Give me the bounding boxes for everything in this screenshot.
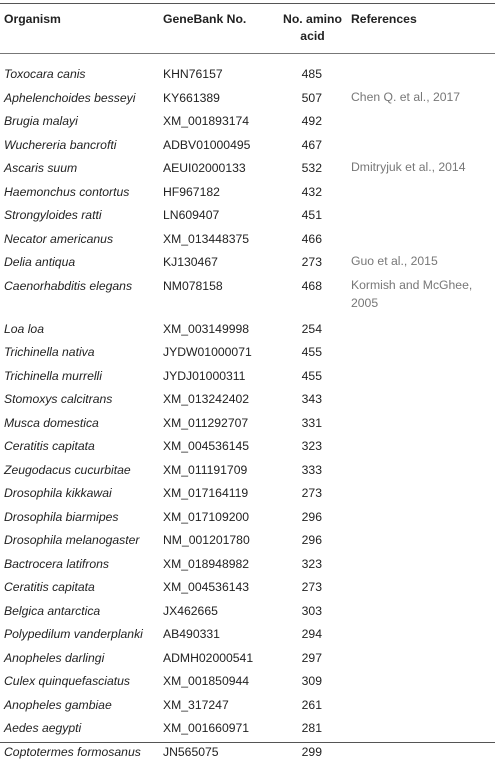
cell-amino-acid: 309 (260, 671, 322, 691)
cell-genebank: XM_004536145 (163, 436, 249, 456)
cell-amino-acid: 331 (260, 413, 322, 433)
table-row (0, 530, 495, 554)
table-row (0, 413, 495, 437)
cell-amino-acid: 273 (260, 252, 322, 272)
cell-genebank: ADBV01000495 (163, 135, 250, 155)
cell-genebank: AB490331 (163, 624, 220, 644)
cell-genebank: XM_317247 (163, 695, 229, 715)
table-row (0, 695, 495, 719)
table-row (0, 460, 495, 484)
cell-genebank: XM_017109200 (163, 507, 249, 527)
table-row (0, 436, 495, 460)
cell-organism: Aedes aegypti (4, 718, 81, 738)
cell-organism: Strongyloides ratti (4, 205, 102, 225)
cell-amino-acid: 254 (260, 319, 322, 339)
cell-genebank: XM_018948982 (163, 554, 249, 574)
cell-genebank: JN565075 (163, 742, 219, 762)
cell-organism: Polypedilum vanderplanki (4, 624, 143, 644)
cell-organism: Zeugodacus cucurbitae (4, 460, 131, 480)
cell-organism: Aphelenchoides besseyi (4, 88, 135, 108)
table-row (0, 276, 495, 319)
cell-amino-acid: 343 (260, 389, 322, 409)
cell-organism: Haemonchus contortus (4, 182, 129, 202)
cell-genebank: HF967182 (163, 182, 220, 202)
cell-organism: Trichinella nativa (4, 342, 95, 362)
cell-organism: Belgica antarctica (4, 601, 100, 621)
cell-genebank: XM_011292707 (163, 413, 248, 433)
table-row (0, 389, 495, 413)
cell-amino-acid: 333 (260, 460, 322, 480)
cell-reference: Chen Q. et al., 2017 (351, 88, 491, 107)
cell-amino-acid: 468 (260, 276, 322, 296)
cell-genebank: XM_004536143 (163, 577, 249, 597)
table-row (0, 252, 495, 276)
cell-amino-acid: 299 (260, 742, 322, 762)
cell-amino-acid: 492 (260, 111, 322, 131)
cell-amino-acid: 323 (260, 436, 322, 456)
cell-organism: Ceratitis capitata (4, 436, 95, 456)
cell-genebank: XM_013448375 (163, 229, 249, 249)
cell-genebank: JYDJ01000311 (163, 366, 245, 386)
table-row (0, 577, 495, 601)
header-amino-line1: No. amino (275, 11, 350, 28)
table-bottom-rule (0, 742, 495, 743)
cell-genebank: XM_001850944 (163, 671, 249, 691)
cell-genebank: JYDW01000071 (163, 342, 252, 362)
cell-amino-acid: 303 (260, 601, 322, 621)
table-row (0, 342, 495, 366)
table-row (0, 718, 495, 742)
cell-reference: Guo et al., 2015 (351, 252, 491, 271)
table-row (0, 135, 495, 159)
cell-amino-acid: 455 (260, 342, 322, 362)
cell-amino-acid: 466 (260, 229, 322, 249)
cell-amino-acid: 485 (260, 64, 322, 84)
cell-organism: Drosophila kikkawai (4, 483, 112, 503)
cell-amino-acid: 297 (260, 648, 322, 668)
cell-amino-acid: 281 (260, 718, 322, 738)
table-row (0, 229, 495, 253)
cell-genebank: ADMH02000541 (163, 648, 253, 668)
cell-amino-acid: 467 (260, 135, 322, 155)
cell-organism: Culex quinquefasciatus (4, 671, 130, 691)
cell-organism: Bactrocera latifrons (4, 554, 109, 574)
header-references: References (351, 11, 417, 28)
table-row (0, 507, 495, 531)
table-row (0, 182, 495, 206)
cell-organism: Drosophila melanogaster (4, 530, 140, 550)
table-row (0, 319, 495, 343)
cell-organism: Loa loa (4, 319, 44, 339)
cell-amino-acid: 296 (260, 530, 322, 550)
cell-organism: Ascaris suum (4, 158, 77, 178)
table-row (0, 366, 495, 390)
cell-organism: Musca domestica (4, 413, 99, 433)
cell-genebank: AEUI02000133 (163, 158, 246, 178)
table-row (0, 742, 495, 765)
cell-amino-acid: 507 (260, 88, 322, 108)
table-row (0, 111, 495, 135)
cell-reference: Kormish and McGhee, 2005 (351, 276, 491, 313)
cell-amino-acid: 323 (260, 554, 322, 574)
cell-genebank: KY661389 (163, 88, 220, 108)
table-top-rule (0, 3, 495, 4)
cell-genebank: JX462665 (163, 601, 218, 621)
cell-genebank: NM078158 (163, 276, 223, 296)
table-row (0, 483, 495, 507)
header-amino-acid (275, 11, 350, 45)
cell-organism: Stomoxys calcitrans (4, 389, 112, 409)
cell-genebank: LN609407 (163, 205, 219, 225)
cell-amino-acid: 296 (260, 507, 322, 527)
header-organism: Organism (4, 11, 61, 28)
cell-amino-acid: 432 (260, 182, 322, 202)
cell-genebank: NM_001201780 (163, 530, 250, 550)
cell-organism: Ceratitis capitata (4, 577, 95, 597)
cell-organism: Necator americanus (4, 229, 113, 249)
cell-organism: Anopheles gambiae (4, 695, 112, 715)
table-row (0, 648, 495, 672)
cell-organism: Delia antiqua (4, 252, 75, 272)
table-row (0, 601, 495, 625)
cell-organism: Anopheles darlingi (4, 648, 104, 668)
cell-genebank: XM_013242402 (163, 389, 249, 409)
cell-amino-acid: 451 (260, 205, 322, 225)
cell-genebank: XM_011191709 (163, 460, 247, 480)
cell-genebank: KJ130467 (163, 252, 218, 272)
cell-amino-acid: 261 (260, 695, 322, 715)
header-amino-line2: acid (275, 28, 350, 45)
cell-amino-acid: 294 (260, 624, 322, 644)
header-genebank: GeneBank No. (163, 11, 246, 28)
cell-organism: Brugia malayi (4, 111, 78, 131)
cell-genebank: XM_017164119 (163, 483, 248, 503)
table-row (0, 671, 495, 695)
cell-amino-acid: 532 (260, 158, 322, 178)
cell-genebank: XM_001660971 (163, 718, 249, 738)
cell-organism: Toxocara canis (4, 64, 86, 84)
table-row (0, 554, 495, 578)
header-rule (0, 53, 495, 54)
cell-amino-acid: 273 (260, 577, 322, 597)
cell-organism: Coptotermes formosanus (4, 742, 141, 762)
table-row (0, 205, 495, 229)
table-row (0, 158, 495, 182)
table-row (0, 624, 495, 648)
cell-organism: Drosophila biarmipes (4, 507, 118, 527)
cell-genebank: XM_003149998 (163, 319, 249, 339)
cell-genebank: XM_001893174 (163, 111, 249, 131)
cell-genebank: KHN76157 (163, 64, 223, 84)
cell-organism: Trichinella murrelli (4, 366, 102, 386)
cell-organism: Wuchereria bancrofti (4, 135, 116, 155)
table-row (0, 88, 495, 112)
cell-amino-acid: 273 (260, 483, 322, 503)
cell-reference: Dmitryjuk et al., 2014 (351, 158, 491, 177)
cell-amino-acid: 455 (260, 366, 322, 386)
table-body (0, 64, 495, 765)
table-row (0, 64, 495, 88)
cell-organism: Caenorhabditis elegans (4, 276, 132, 296)
